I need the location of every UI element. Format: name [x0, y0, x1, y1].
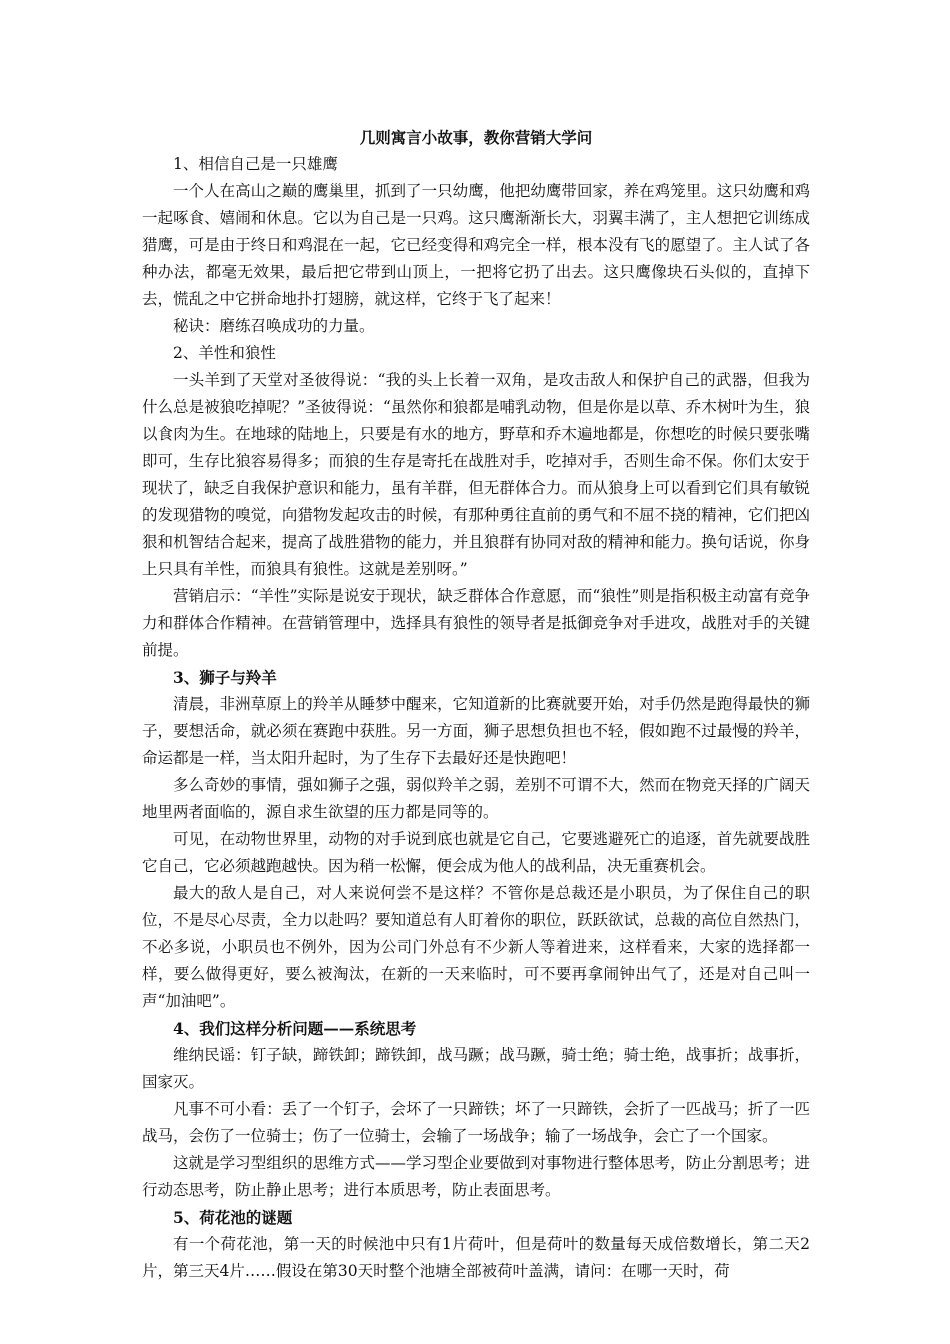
section-heading: 5、荷花池的谜题 [173, 1208, 293, 1227]
paragraph: 一头羊到了天堂对圣彼得说：“我的头上长着一双角，是攻击敌人和保护自己的武器，但我为什么总是被狼吃掉呢？”圣彼得说：“虽然你和狼都是哺乳动物，但是你是以草、乔木树叶为生，狼以食肉为生。在地球的陆地上，只要是有水的地方，野草和乔木遍地都是，你想吃的时候只要张嘴即可，生存比狼容易得多；而狼的生存是寄托在战胜对手，吃掉对手，否则生命不保。你们太安于现状了，缺乏自我保护意识和能力，虽有羊群，但无群体合力。而从狼身上可以看到它们具有敏锐的发现猎物的嗅觉，向猎物发起攻击的时候，有那种勇往直前的勇气和不屈不挠的精神，它们把凶狠和机智结合起来，提高了战胜猎物的能力，并且狼群有协同对敌的精神和能力。换句话说，你身上只具有羊性，而狼具有狼性。这就是差别呀。” [142, 371, 810, 578]
document-title: 几则寓言小故事，教你营销大学问 [359, 128, 593, 147]
paragraph: 可见，在动物世界里，动物的对手说到底也就是它自己，它要逃避死亡的追逐，首先就要战胜它自己，它必须越跑越快。因为稍一松懈，便会成为他人的战利品，决无重赛机会。 [142, 830, 810, 875]
paragraph: 凡事不可小看：丢了一个钉子，会坏了一只蹄铁；坏了一只蹄铁，会折了一匹战马；折了一匹战马，会伤了一位骑士；伤了一位骑士，会输了一场战争；输了一场战争，会亡了一个国家。 [142, 1100, 810, 1145]
paragraph: 一个人在高山之巅的鹰巢里，抓到了一只幼鹰，他把幼鹰带回家，养在鸡笼里。这只幼鹰和鸡一起啄食、嬉闹和休息。它以为自己是一只鸡。这只鹰渐渐长大，羽翼丰满了，主人想把它训练成猎鹰，可是由于终日和鸡混在一起，它已经变得和鸡完全一样，根本没有飞的愿望了。主人试了各种办法，都毫无效果，最后把它带到山顶上，一把将它扔了出去。这只鹰像块石头似的，直掉下去，慌乱之中它拼命地扑打翅膀，就这样，它终于飞了起来！ [142, 182, 810, 308]
paragraph: 最大的敌人是自己，对人来说何尝不是这样？不管你是总裁还是小职员，为了保住自己的职位，不是尽心尽责，全力以赴吗？要知道总有人盯着你的职位，跃跃欲试，总裁的高位自然热门，不必多说，小职员也不例外，因为公司门外总有不少新人等着进来，这样看来，大家的选择都一样，要么做得更好，要么被淘汰，在新的一天来临时，可不要再拿闹钟出气了，还是对自己叫一声“加油吧”。 [142, 884, 810, 1010]
document-page [142, 124, 810, 1285]
paragraph: 维纳民谣：钉子缺，蹄铁卸；蹄铁卸，战马蹶；战马蹶，骑士绝；骑士绝，战事折；战事折，国家灭。 [142, 1046, 810, 1091]
paragraph: 秘诀：磨练召唤成功的力量。 [173, 317, 375, 335]
paragraph: 营销启示：“羊性”实际是说安于现状，缺乏群体合作意愿，而“狼性”则是指积极主动富有竞争力和群体合作精神。在营销管理中，选择具有狼性的领导者是抵御竞争对手进攻，战胜对手的关键前提。 [142, 587, 810, 659]
section-heading: 1、相信自己是一只雄鹰 [173, 155, 338, 173]
paragraph: 这就是学习型组织的思维方式——学习型企业要做到对事物进行整体思考，防止分割思考；进行动态思考，防止静止思考；进行本质思考，防止表面思考。 [142, 1154, 810, 1199]
paragraph: 多么奇妙的事情，强如狮子之强，弱似羚羊之弱，差别不可谓不大，然而在物竞天择的广阔天地里两者面临的，源自求生欲望的压力都是同等的。 [142, 776, 810, 821]
section-heading: 3、狮子与羚羊 [173, 668, 277, 687]
section-heading: 2、羊性和狼性 [173, 344, 276, 362]
paragraph: 有一个荷花池，第一天的时候池中只有1片荷叶，但是荷叶的数量每天成倍数增长，第二天2片，第三天4片……假设在第30天时整个池塘全部被荷叶盖满，请问：在哪一天时，荷 [142, 1235, 810, 1280]
paragraph: 清晨，非洲草原上的羚羊从睡梦中醒来，它知道新的比赛就要开始，对手仍然是跑得最快的狮子，要想活命，就必须在赛跑中获胜。另一方面，狮子思想负担也不轻，假如跑不过最慢的羚羊，命运都是一样，当太阳升起时，为了生存下去最好还是快跑吧！ [142, 695, 810, 767]
section-heading: 4、我们这样分析问题——系统思考 [173, 1019, 417, 1038]
